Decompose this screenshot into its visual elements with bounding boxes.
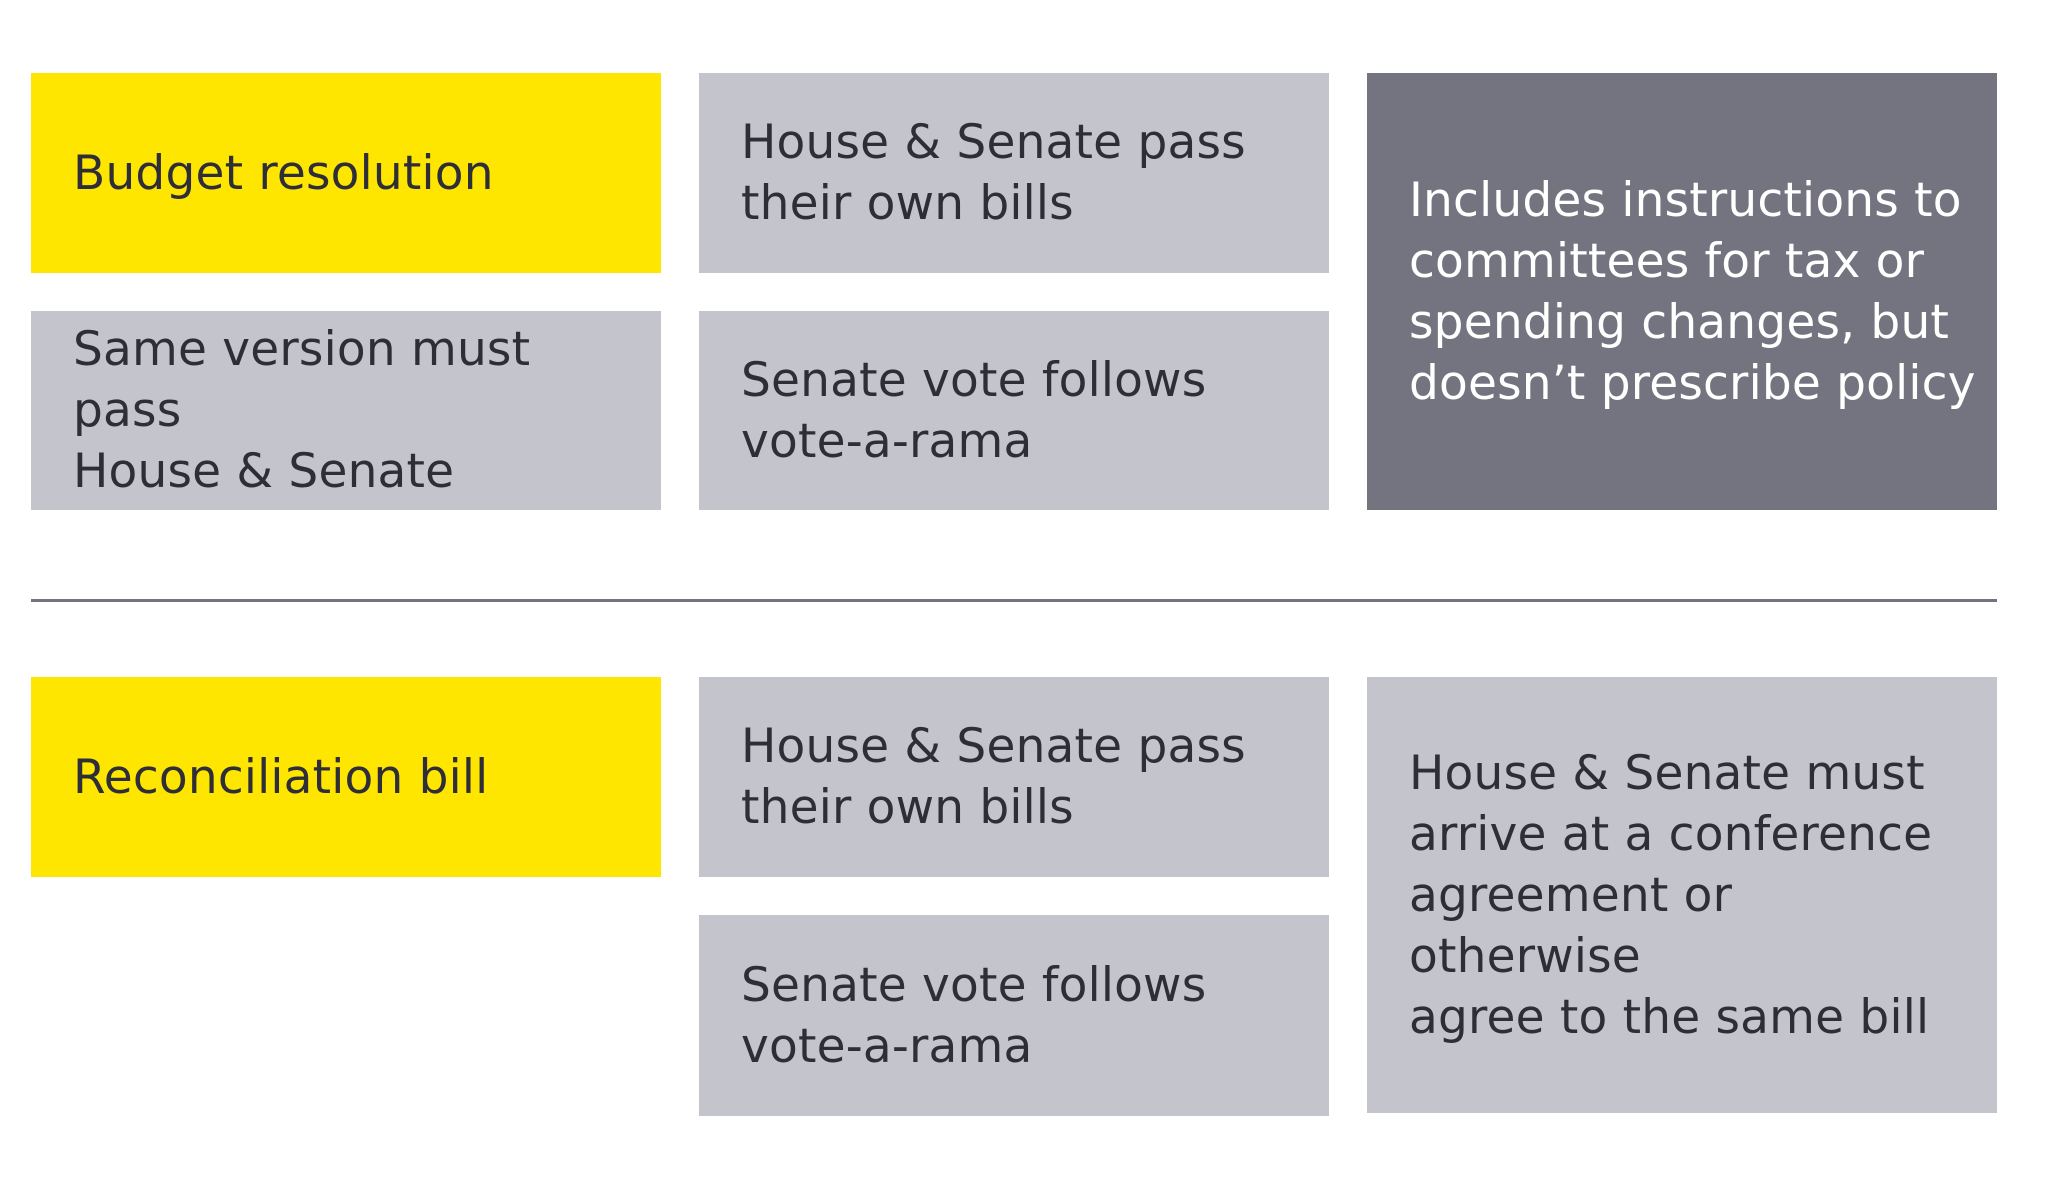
- budget-resolution-label: Budget resolution: [73, 145, 494, 201]
- budget-step-vote-a-rama: [699, 311, 1329, 510]
- reconciliation-step-pass-own-bills: [699, 677, 1329, 877]
- budget-step-same-version: [31, 311, 661, 510]
- budget-resolution-box: [31, 73, 661, 273]
- budget-note-label: Includes instructions to committees for tax or spending changes, but doesn’t prescribe policy: [1409, 172, 1976, 411]
- budget-step-same-version-label: Same version must pass House & Senate: [73, 322, 531, 499]
- reconciliation-step-vote-a-rama: [699, 915, 1329, 1116]
- reconciliation-bill-label: Reconciliation bill: [73, 749, 489, 805]
- reconciliation-note-box: [1367, 677, 1997, 1113]
- reconciliation-step-pass-own-bills-label: House & Senate pass their own bills: [741, 719, 1246, 835]
- budget-note-box: [1367, 73, 1997, 510]
- budget-step-pass-own-bills-label: House & Senate pass their own bills: [741, 115, 1246, 231]
- reconciliation-step-vote-a-rama-label: Senate vote follows vote-a-rama: [741, 957, 1207, 1074]
- reconciliation-note-label: House & Senate must arrive at a conference agreement or otherwise agree to the same bill: [1409, 745, 1933, 1045]
- section-divider: [31, 599, 1997, 602]
- budget-step-pass-own-bills: [699, 73, 1329, 273]
- reconciliation-bill-box: [31, 677, 661, 877]
- budget-step-vote-a-rama-label: Senate vote follows vote-a-rama: [741, 352, 1207, 469]
